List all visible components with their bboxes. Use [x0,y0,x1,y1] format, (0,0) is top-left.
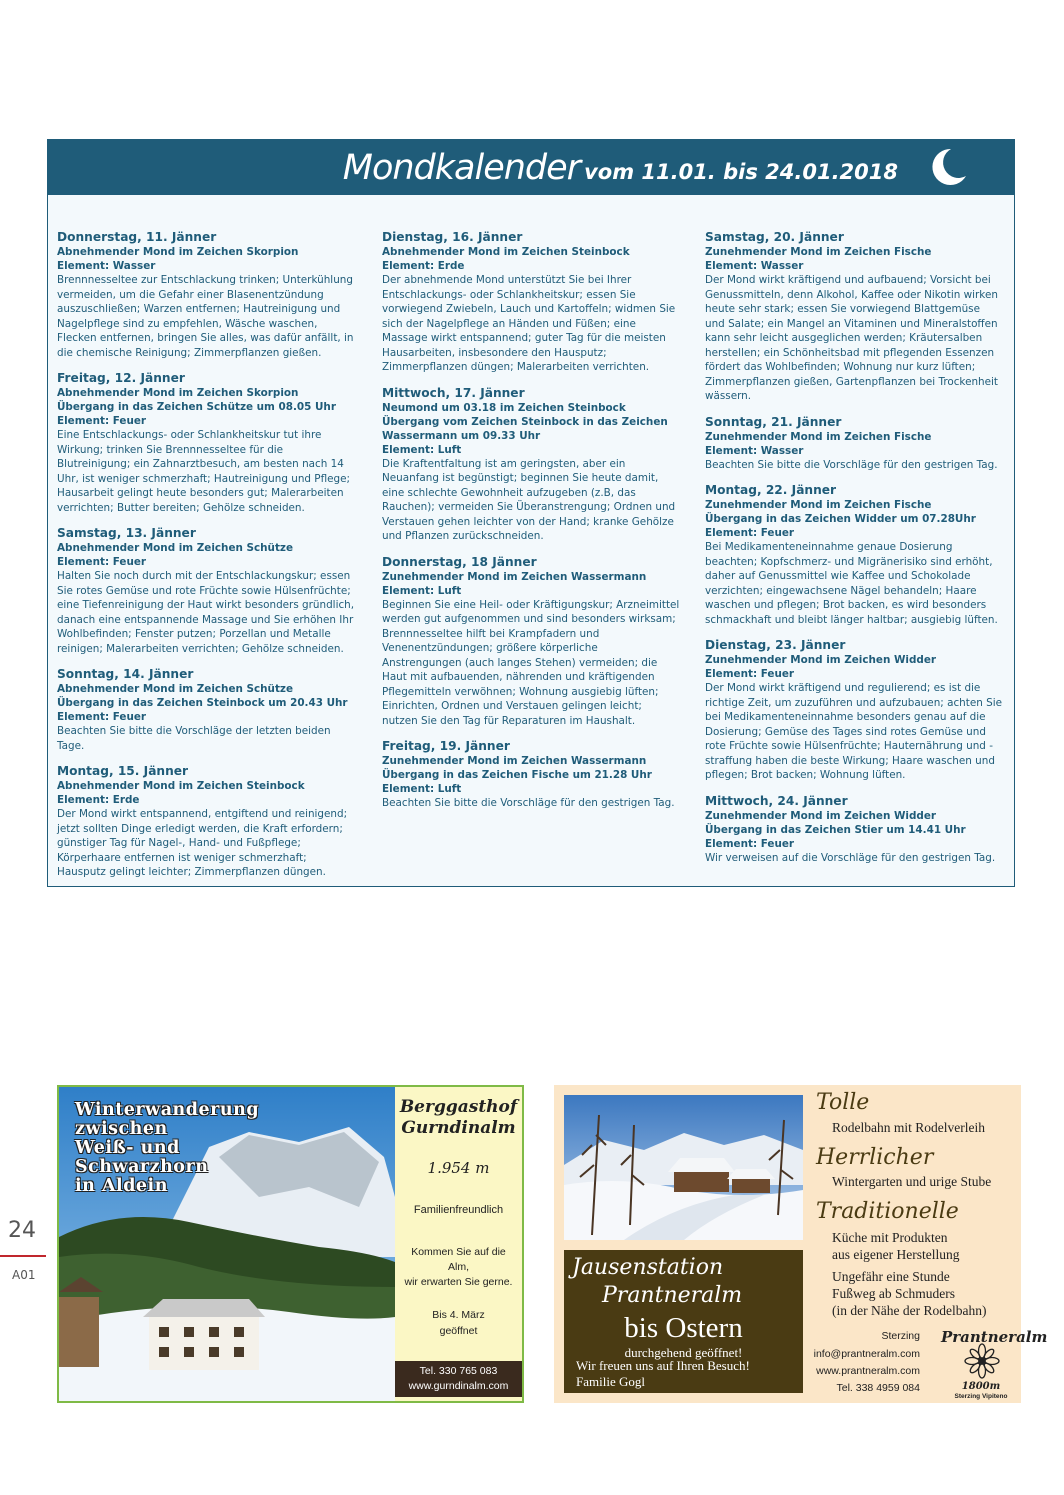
ad1-opening-line: Bis 4. März [432,1309,485,1321]
ad1-headline-line: in Aldein [75,1176,168,1196]
calendar-entry [57,526,355,656]
crescent-moon-icon [927,146,969,188]
ad2-season: bis Ostern [624,1312,743,1344]
ad-prantneralm [554,1085,1048,1403]
entry-moon-info: Zunehmender Mond im Zeichen Wassermann [382,570,647,583]
entry-moon-info: Zunehmender Mond im Zeichen Fische [705,430,932,443]
ad2-feature-word: Tolle [816,1090,870,1115]
entry-text: Beachten Sie bitte die Vorschläge der letzten beiden Tage. [57,725,331,752]
ad2-feature-text: Rodelbahn mit Rodelverleih [832,1120,985,1135]
ad2-feature-text: (in der Nähe der Rodelbahn) [832,1303,987,1318]
entry-text: Beachten Sie bitte die Vorschläge für den gestrigen Tag. [382,797,675,809]
calendar-entry [57,371,355,515]
ad1-invitation-line: Kommen Sie auf die Alm, [411,1246,506,1273]
calendar-entry [382,555,680,729]
ad2-email[interactable]: info@prantneralm.com [813,1348,920,1360]
calendar-title-range: vom 11.01. bis 24.01.2018 [584,160,898,184]
entry-moon-info: Neumond um 03.18 im Zeichen Steinbock [382,401,626,414]
entry-date: Montag, 15. Jänner [57,764,189,778]
entry-moon-info: Übergang in das Zeichen Fische um 21.28 Uhr [382,769,652,781]
ad2-brand-subtitle: Sterzing Vipiteno [954,1393,1008,1400]
edelweiss-icon [964,1343,1000,1379]
calendar-entry [705,230,1003,404]
entry-text: Eine Entschlackungs- oder Schlankheitskur tut ihre Wirkung; trinken Sie Brennnesseltee für die Blutreinigung; ein Zahnarztbesuch, am besten nach 14 Uhr, ist weniger schmerzhaft; Hautreinigung und Pflege; Hausarbeit gelingt heute besonders gut; Malerarbeiten verrichten; Butter bereiten; Gehölze schneiden. [57,429,350,514]
calendar-entry [57,667,355,753]
calendar-entry [705,794,1003,866]
entry-text: Beachten Sie bitte die Vorschläge für den gestrigen Tag. [705,458,998,471]
entry-moon-info: Element: Erde [57,794,140,806]
calendar-column-2 [382,230,680,822]
ad1-business-name [395,1097,522,1139]
ad1-headline-line: Weiß- und [75,1138,180,1158]
entry-moon-info: Übergang in das Zeichen Stier um 14.41 Uhr [705,823,966,836]
ad2-welcome-line: Familie Gogl [576,1374,645,1389]
entry-moon-info: Element: Luft [382,783,462,795]
ad2-feature-word: Herrlicher [816,1145,934,1170]
entry-moon-info: Element: Feuer [57,711,147,723]
entry-moon-info: Element: Feuer [705,837,795,850]
ad2-website[interactable]: www.prantneralm.com [816,1365,920,1377]
entry-date: Donnerstag, 18 Jänner [382,554,537,569]
entry-date: Freitag, 19. Jänner [382,739,510,753]
entry-text: Beginnen Sie eine Heil- oder Kräftigungskur; Arzneimittel werden gut aufgenommen und sind besonders wirksam; Brennnesseltee hilft bei Krampfadern und Venenentzündungen; größere körperliche Anstrengungen (auch langes Stehen) vermeiden; die Haut mit aufbauenden, nährenden und kräftigenden Pflegemitteln verwöhnen; Wohnung ausgiebig lüften; Einrichten, Ordnen und Verstauen gelingen leicht; nutzen Sie den Tag für Reparaturen im Haushalt. [382,598,680,727]
ad2-jausen-line: Jausenstation [572,1255,724,1280]
page-code: A01 [12,1268,36,1282]
entry-moon-info: Abnehmender Mond im Zeichen Steinbock [57,780,305,792]
ad1-opening [401,1307,516,1339]
entry-moon-info: Abnehmender Mond im Zeichen Skorpion [57,387,299,399]
calendar-column-1 [57,230,355,891]
entry-date: Freitag, 12. Jänner [57,371,185,385]
entry-moon-info: Zunehmender Mond im Zeichen Widder [705,809,937,822]
entry-moon-info: Element: Wasser [705,260,804,272]
ad2-feature-text: Küche mit Produkten [832,1230,948,1245]
calendar-entry [382,739,680,811]
snowy-alm-photo [564,1095,803,1240]
entry-date: Mittwoch, 17. Jänner [382,385,525,400]
calendar-entry [705,638,1003,783]
calendar-entry [382,386,680,544]
ad2-town: Sterzing [881,1330,920,1342]
page-number-rule [0,1255,46,1257]
entry-text: Brennnesseltee zur Entschlackung trinken; Unterkühlung vermeiden, um die Gefahr einer Blasenentzündung auszuschließen; Warzen entfernen; Hautreinigung und Nagelpflege sind zu empfehlen, Wäsche waschen, Flecken entfernen, bringen Sie alles, was dafür anfällt, in die chemische Reinigung; Zimmerpflanzen gießen. [57,274,354,359]
entry-date: Donnerstag, 11. Jänner [57,230,217,244]
ad1-contact [395,1361,522,1397]
ad1-altitude: 1.954 m [427,1159,490,1177]
entry-date: Dienstag, 23. Jänner [705,638,846,652]
calendar-entry [382,230,680,375]
entry-date: Samstag, 13. Jänner [57,526,196,540]
calendar-title [343,148,898,188]
calendar-entry [57,230,355,360]
ad2-jausen-line: Prantneralm [602,1283,743,1308]
ad1-invitation-line: wir erwarten Sie gerne. [404,1276,513,1288]
entry-moon-info: Zunehmender Mond im Zeichen Wassermann [382,755,647,767]
entry-text: Wir verweisen auf die Vorschläge für den gestrigen Tag. [705,851,996,864]
entry-text: Der Mond wirkt kräftigend und regulierend; es ist die richtige Zeit, um zuzuführen und aufzubauen; achten Sie bei Medikamenteneinnahme besonders genau auf die Dosierung; Gemüse des Tages sind rotes Gemüse und rote Früchte sowie Hülsenfrüchte; Hauternährung und -straffung haben die beste Wirkung; Haare waschen und pflegen; Brot backen; Wohnung lüften. [705,682,1002,781]
ad2-features [813,1085,1048,1403]
calendar-entry [57,764,355,880]
entry-date: Mittwoch, 24. Jänner [705,793,848,808]
entry-date: Montag, 22. Jänner [705,483,837,497]
ad1-name-line: Berggasthof [399,1097,518,1117]
ad1-headline [75,1101,259,1196]
entry-moon-info: Element: Feuer [57,556,147,568]
ad2-feature-text: Ungefähr eine Stunde [832,1269,950,1284]
entry-moon-info: Abnehmender Mond im Zeichen Steinbock [382,246,630,258]
entry-moon-info: Übergang in das Zeichen Steinbock um 20.43 Uhr [57,697,348,709]
entry-text: Der Mond wirkt entspannend, entgiftend und reinigend; jetzt sollten Dinge erledigt werden, die Kraft erfordern; günstiger Tag für Nagel-, Hand- und Fußpflege; Körperhaare entfernen ist weniger schmerzhaft; Hausputz gelingt leichter; Zimmerpflanzen düngen. [57,808,348,878]
entry-date: Sonntag, 21. Jänner [705,414,842,429]
entry-moon-info: Element: Wasser [57,260,156,272]
ad2-feature-text: Fußweg ab Schmuders [832,1286,955,1301]
calendar-entry [705,415,1003,473]
ad2-feature-text: aus eigener Herstellung [832,1247,960,1262]
entry-moon-info: Element: Luft [382,584,462,597]
entry-date: Sonntag, 14. Jänner [57,667,194,681]
ad1-headline-line: zwischen [75,1119,168,1139]
entry-date: Dienstag, 16. Jänner [382,230,523,244]
ad2-phone: Tel. 338 4959 084 [836,1382,920,1394]
ad1-headline-line: Winterwanderung [75,1100,260,1120]
entry-moon-info: Übergang in das Zeichen Widder um 07.28Uhr [705,513,976,525]
entry-text: Halten Sie noch durch mit der Entschlackungskur; essen Sie rotes Gemüse und rote Früchte sowie Hülsenfrüchte; eine Tiefenreinigung der Haut wirkt besonders gründlich, danach eine entspannende Massage und Sie erhöhen Ihr Wohlbefinden; Fenster putzen; Porzellan und Metalle reinigen; Malerarbeiten verrichten; Gehölze schneiden. [57,570,355,655]
entry-moon-info: Zunehmender Mond im Zeichen Fische [705,246,932,258]
entry-moon-info: Übergang in das Zeichen Schütze um 08.05 Uhr [57,401,336,413]
calendar-header [48,140,1014,195]
entry-moon-info: Element: Feuer [57,415,147,427]
ad2-brand-logo: Prantneralm [941,1328,1048,1346]
entry-moon-info: Element: Feuer [705,668,795,680]
entry-date: Samstag, 20. Jänner [705,230,844,244]
ad2-feature-word: Traditionelle [816,1199,959,1224]
ad1-opening-line: geöffnet [439,1325,478,1337]
entry-moon-info: Abnehmender Mond im Zeichen Schütze [57,542,294,554]
ad1-invitation [401,1245,516,1290]
ad2-feature-text: Wintergarten und urige Stube [832,1174,992,1189]
entry-text: Der abnehmende Mond unterstützt Sie bei Ihrer Entschlackungs- oder Schlankheitskur; essen Sie vorwiegend Zwiebeln, Lauch und Kartoffeln; widmen Sie sich der Nagelpflege an Händen und Füßen; eine Massage wirkt entspannend; guter Tag für die meisten Hausarbeiten, insbesondere den Hausputz; Zimmerpflanzen düngen; Malerarbeiten verrichten. [382,274,676,373]
entry-text: Der Mond wirkt kräftigend und aufbauend; Vorsicht bei Genussmitteln, denn Alkohol, Kaffee oder Nikotin wirken heute sehr stark; essen Sie vorwiegend Blattgemüse und Salate; ein Mangel an Vitaminen und Mineralstoffen kann sehr leicht ausgeglichen werden; Kräutersalben herstellen; ein Schönheitsbad mit pflegenden Essenzen fördert das Wohlbefinden; Wohnung nur kurz lüften; Zimmerpflanzen gießen, Gartenpflanzen bei Trockenheit wässern. [705,274,998,402]
entry-moon-info: Zunehmender Mond im Zeichen Fische [705,499,932,511]
moon-calendar [47,139,1015,887]
entry-moon-info: Element: Wasser [705,444,804,457]
ad2-brand-altitude: 1800m [961,1381,1001,1392]
entry-text: Bei Medikamenteneinnahme genaue Dosierung beachten; Kopfschmerz- und Migränerisiko sind erhöht, daher auf Genussmittel wie Kaffee und Schokolade verzichten; eingewachsene Nägel behandeln; Haare waschen und pflegen; Brot backen, es wird besonders schmackhaft und bleibt länger haltbar; ausgiebig lüften. [705,541,998,626]
calendar-title-main: Mondkalender [342,148,581,188]
entry-text: Die Kraftentfaltung ist am geringsten, aber ein Neuanfang ist begünstigt; beginnen Sie heute damit, eine schlechte Gewohnheit aufzugeben (z.B, das Rauchen); vermeiden Sie Überanstrengung; Ordnen und Verstauen gehen leichter von der Hand; kranke Gehölze und Pflanzen zurückschneiden. [382,457,676,542]
entry-moon-info: Element: Luft [382,443,462,456]
ad2-jausenstation [572,1254,797,1310]
ad1-name-line: Gurndinalm [401,1118,516,1138]
entry-moon-info: Element: Erde [382,260,465,272]
ad1-phone: Tel. 330 765 083 [419,1365,498,1377]
ad1-headline-line: Schwarzhorn [75,1157,209,1177]
entry-moon-info: Abnehmender Mond im Zeichen Schütze [57,683,294,695]
ad2-welcome [576,1358,796,1390]
calendar-column-3 [705,230,1003,876]
ad2-welcome-line: Wir freuen uns auf Ihren Besuch! [576,1358,750,1373]
calendar-entry [705,483,1003,627]
page-number: 24 [8,1218,36,1243]
entry-moon-info: Übergang vom Zeichen Steinbock in das Zeichen Wassermann um 09.33 Uhr [382,415,668,442]
ad2-open-note: durchgehend geöffnet! [624,1345,743,1360]
entry-moon-info: Abnehmender Mond im Zeichen Skorpion [57,246,299,258]
entry-moon-info: Zunehmender Mond im Zeichen Widder [705,654,937,666]
ad2-banner [564,1250,803,1393]
entry-moon-info: Element: Feuer [705,527,795,539]
ad1-website[interactable]: www.gurndinalm.com [408,1380,509,1392]
ad1-family-note: Familienfreundlich [413,1204,504,1216]
ad-gurndinalm [57,1085,524,1403]
ad1-info-panel [395,1087,522,1401]
